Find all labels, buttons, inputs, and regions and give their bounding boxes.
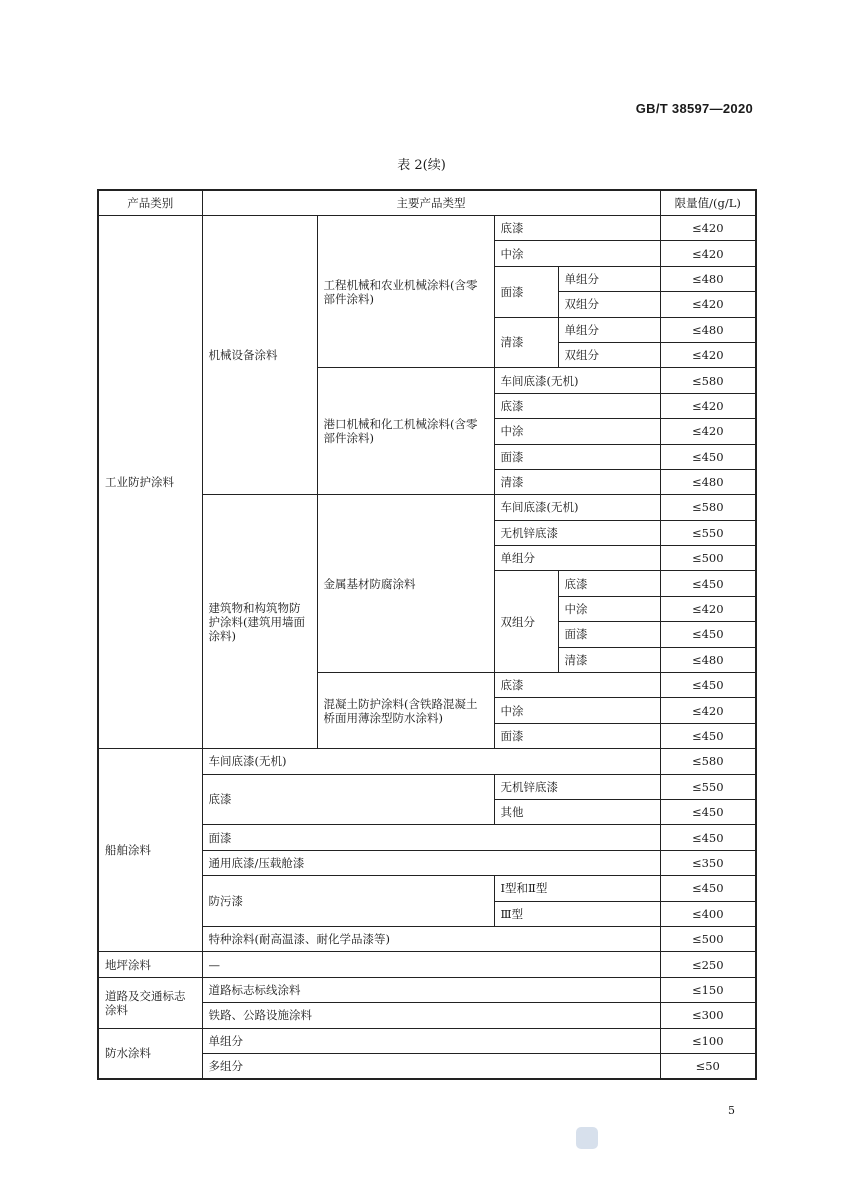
limit-value: ≤500 xyxy=(660,926,756,951)
subcategory-machinery: 机械设备涂料 xyxy=(202,216,317,495)
limit-value: ≤450 xyxy=(660,825,756,850)
table-row xyxy=(98,1028,756,1053)
item-sublabel: 单组分 xyxy=(558,317,660,342)
item-label: 中涂 xyxy=(494,241,660,266)
table-title: 表 2(续) xyxy=(397,158,446,173)
type-metal-anticorrosion: 金属基材防腐涂料 xyxy=(317,495,494,673)
table-row xyxy=(98,749,756,774)
item-label: 车间底漆(无机) xyxy=(202,749,660,774)
limit-value: ≤400 xyxy=(660,901,756,926)
category-waterproof: 防水涂料 xyxy=(98,1028,202,1079)
item-sublabel: Ⅲ型 xyxy=(494,901,660,926)
item-label: 单组分 xyxy=(494,546,660,571)
item-label: 防污漆 xyxy=(202,876,494,927)
subcategory-building: 建筑物和构筑物防护涂料(建筑用墙面涂料) xyxy=(202,495,317,749)
table-row xyxy=(98,977,756,1002)
item-sublabel: 底漆 xyxy=(558,571,660,596)
limit-value: ≤250 xyxy=(660,952,756,977)
limit-value: ≤420 xyxy=(660,596,756,621)
item-sublabel: 双组分 xyxy=(558,342,660,367)
limit-value: ≤500 xyxy=(660,546,756,571)
type-port-machinery: 港口机械和化工机械涂料(含零部件涂料) xyxy=(317,368,494,495)
item-label: 清漆 xyxy=(494,469,660,494)
item-label: 底漆 xyxy=(494,673,660,698)
limit-value: ≤420 xyxy=(660,292,756,317)
limit-value: ≤550 xyxy=(660,774,756,799)
item-label: 清漆 xyxy=(494,317,558,368)
category-road: 道路及交通标志涂料 xyxy=(98,977,202,1028)
item-label: 单组分 xyxy=(202,1028,660,1053)
limit-value: ≤580 xyxy=(660,495,756,520)
limit-value: ≤300 xyxy=(660,1003,756,1028)
limit-value: ≤100 xyxy=(660,1028,756,1053)
limit-value: ≤450 xyxy=(660,444,756,469)
item-label: 无机锌底漆 xyxy=(494,520,660,545)
page-number: 5 xyxy=(728,1104,735,1117)
item-sublabel: 清漆 xyxy=(558,647,660,672)
limit-value: ≤420 xyxy=(660,342,756,367)
item-label: 底漆 xyxy=(494,393,660,418)
item-sublabel: Ⅰ型和Ⅱ型 xyxy=(494,876,660,901)
category-floor: 地坪涂料 xyxy=(98,952,202,977)
item-label: 双组分 xyxy=(494,571,558,673)
limit-value: ≤350 xyxy=(660,850,756,875)
limit-value: ≤420 xyxy=(660,393,756,418)
limit-value: ≤150 xyxy=(660,977,756,1002)
type-agri-machinery: 工程机械和农业机械涂料(含零部件涂料) xyxy=(317,216,494,368)
header-category: 产品类别 xyxy=(98,190,202,216)
watermark-logo xyxy=(576,1127,598,1149)
item-label: 车间底漆(无机) xyxy=(494,495,660,520)
category-marine: 船舶涂料 xyxy=(98,749,202,952)
limit-value: ≤420 xyxy=(660,698,756,723)
item-label: 中涂 xyxy=(494,419,660,444)
header-limit: 限量值/(g/L) xyxy=(660,190,756,216)
item-label: 车间底漆(无机) xyxy=(494,368,660,393)
limit-value: ≤580 xyxy=(660,749,756,774)
limit-value: ≤550 xyxy=(660,520,756,545)
limit-value: ≤480 xyxy=(660,266,756,291)
item-sublabel: 无机锌底漆 xyxy=(494,774,660,799)
limit-value: ≤420 xyxy=(660,419,756,444)
limit-value: ≤480 xyxy=(660,647,756,672)
limit-value: ≤480 xyxy=(660,469,756,494)
item-label: 底漆 xyxy=(202,774,494,825)
item-label: 特种涂料(耐高温漆、耐化学品漆等) xyxy=(202,926,660,951)
limit-value: ≤450 xyxy=(660,799,756,824)
limit-value: ≤420 xyxy=(660,216,756,241)
type-concrete-protection: 混凝土防护涂料(含铁路混凝土桥面用薄涂型防水涂料) xyxy=(317,673,494,749)
item-label: 通用底漆/压载舱漆 xyxy=(202,850,660,875)
limit-value: ≤420 xyxy=(660,241,756,266)
item-label: 面漆 xyxy=(202,825,660,850)
category-industrial: 工业防护涂料 xyxy=(98,216,202,749)
item-sublabel: 其他 xyxy=(494,799,660,824)
item-sublabel: 中涂 xyxy=(558,596,660,621)
item-label: 多组分 xyxy=(202,1053,660,1079)
limit-value: ≤580 xyxy=(660,368,756,393)
item-label: — xyxy=(202,952,660,977)
voc-limit-table xyxy=(97,189,757,1080)
item-label: 铁路、公路设施涂料 xyxy=(202,1003,660,1028)
standard-code: GB/T 38597—2020 xyxy=(635,101,753,116)
table-row xyxy=(98,216,756,241)
item-label: 面漆 xyxy=(494,266,558,317)
item-sublabel: 单组分 xyxy=(558,266,660,291)
limit-value: ≤450 xyxy=(660,571,756,596)
table-header-row xyxy=(98,190,756,216)
limit-value: ≤50 xyxy=(660,1053,756,1079)
item-label: 面漆 xyxy=(494,723,660,748)
item-label: 道路标志标线涂料 xyxy=(202,977,660,1002)
item-label: 面漆 xyxy=(494,444,660,469)
item-sublabel: 双组分 xyxy=(558,292,660,317)
limit-value: ≤450 xyxy=(660,876,756,901)
item-label: 中涂 xyxy=(494,698,660,723)
limit-value: ≤450 xyxy=(660,723,756,748)
item-label: 底漆 xyxy=(494,216,660,241)
limit-value: ≤450 xyxy=(660,673,756,698)
item-sublabel: 面漆 xyxy=(558,622,660,647)
header-type: 主要产品类型 xyxy=(202,190,660,216)
table-row xyxy=(98,952,756,977)
limit-value: ≤450 xyxy=(660,622,756,647)
limit-value: ≤480 xyxy=(660,317,756,342)
